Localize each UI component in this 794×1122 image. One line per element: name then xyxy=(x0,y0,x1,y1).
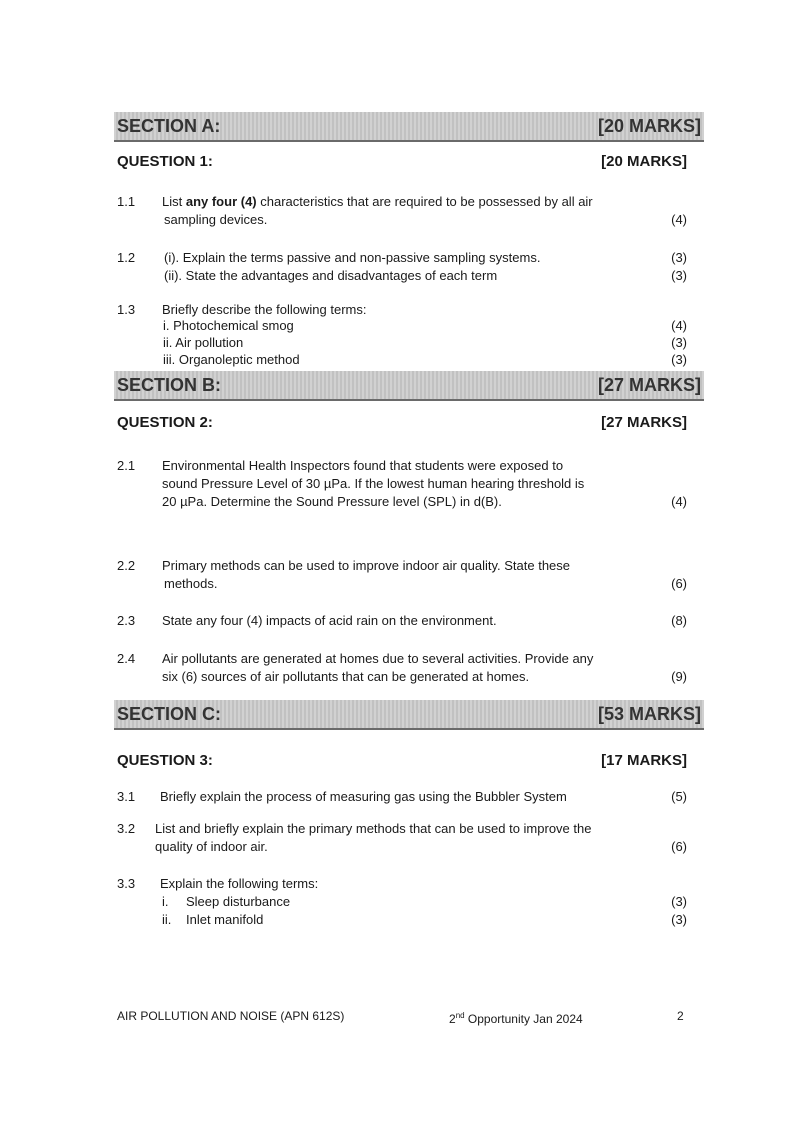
item-text: List any four (4) characteristics that are required to be possessed by all air xyxy=(162,194,593,209)
item-text: Primary methods can be used to improve indoor air quality. State these xyxy=(162,558,571,573)
item-mark: (4) xyxy=(671,212,687,227)
sub-item: iii. Organoleptic method xyxy=(163,352,300,367)
item-text: (ii). State the advantages and disadvantages of each term xyxy=(164,268,498,283)
item-text: 20 µPa. Determine the Sound Pressure level (SPL) in d(B). xyxy=(162,494,502,509)
item-number: 3.3 xyxy=(117,876,136,891)
item-number: 3.1 xyxy=(117,789,136,804)
item-text: Briefly explain the process of measuring gas using the Bubbler System xyxy=(160,789,567,804)
item-mark: (6) xyxy=(671,839,687,854)
item-mark: (3) xyxy=(671,268,687,283)
question-title: QUESTION 3: xyxy=(117,752,213,769)
item-number: 2.3 xyxy=(117,613,136,628)
section-marks: [53 MARKS] xyxy=(597,704,701,724)
section-title: SECTION C: xyxy=(117,704,222,724)
item-mark: (3) xyxy=(671,250,687,265)
item-number: 1.3 xyxy=(117,302,136,317)
item-mark: (6) xyxy=(671,576,687,591)
item-text: methods. xyxy=(164,576,218,591)
item-text: Air pollutants are generated at homes due to several activities. Provide any xyxy=(162,651,594,666)
sub-item: Inlet manifold xyxy=(186,912,264,927)
sub-item-number: i. xyxy=(162,894,169,909)
item-text: quality of indoor air. xyxy=(155,839,268,854)
item-number: 2.2 xyxy=(117,558,136,573)
section-marks: [27 MARKS] xyxy=(597,375,701,395)
item-mark: (4) xyxy=(671,318,687,333)
item-text: (i). Explain the terms passive and non-passive sampling systems. xyxy=(164,250,541,265)
item-mark: (9) xyxy=(671,669,687,684)
section-marks: [20 MARKS] xyxy=(597,116,701,136)
sub-item: i. Photochemical smog xyxy=(163,318,294,333)
item-number: 2.4 xyxy=(117,651,136,666)
item-number: 2.1 xyxy=(117,458,136,473)
question-title: QUESTION 1: xyxy=(117,153,213,170)
question-title: QUESTION 2: xyxy=(117,414,213,431)
item-mark: (3) xyxy=(671,912,687,927)
item-mark: (3) xyxy=(671,894,687,909)
item-text: List and briefly explain the primary methods that can be used to improve the xyxy=(155,821,592,836)
footer-course: AIR POLLUTION AND NOISE (APN 612S) xyxy=(117,1009,345,1023)
item-mark: (3) xyxy=(671,352,687,367)
question-marks: [27 MARKS] xyxy=(601,414,687,431)
item-number: 3.2 xyxy=(117,821,136,836)
sub-item: ii. Air pollution xyxy=(163,335,244,350)
item-number: 1.2 xyxy=(117,250,136,265)
footer-opportunity: 2nd Opportunity Jan 2024 xyxy=(449,1011,583,1026)
item-mark: (8) xyxy=(671,613,687,628)
sub-item: Sleep disturbance xyxy=(186,894,291,909)
section-title: SECTION B: xyxy=(117,375,222,395)
section-b-banner xyxy=(114,371,704,401)
sub-item-number: ii. xyxy=(162,912,172,927)
item-text: sampling devices. xyxy=(164,212,268,227)
item-mark: (4) xyxy=(671,494,687,509)
item-text: sound Pressure Level of 30 µPa. If the lowest human hearing threshold is xyxy=(162,476,585,491)
section-title: SECTION A: xyxy=(117,116,221,136)
page-number: 2 xyxy=(677,1009,684,1023)
item-mark: (5) xyxy=(671,789,687,804)
item-number: 1.1 xyxy=(117,194,136,209)
item-text: Briefly describe the following terms: xyxy=(162,302,367,317)
section-c-banner xyxy=(114,700,704,730)
item-text: Explain the following terms: xyxy=(160,876,319,891)
question-marks: [17 MARKS] xyxy=(601,752,687,769)
item-text: State any four (4) impacts of acid rain on the environment. xyxy=(162,613,497,628)
section-a-banner xyxy=(114,112,704,142)
question-marks: [20 MARKS] xyxy=(601,153,687,170)
item-text: Environmental Health Inspectors found that students were exposed to xyxy=(162,458,564,473)
item-text: six (6) sources of air pollutants that can be generated at homes. xyxy=(162,669,530,684)
item-mark: (3) xyxy=(671,335,687,350)
